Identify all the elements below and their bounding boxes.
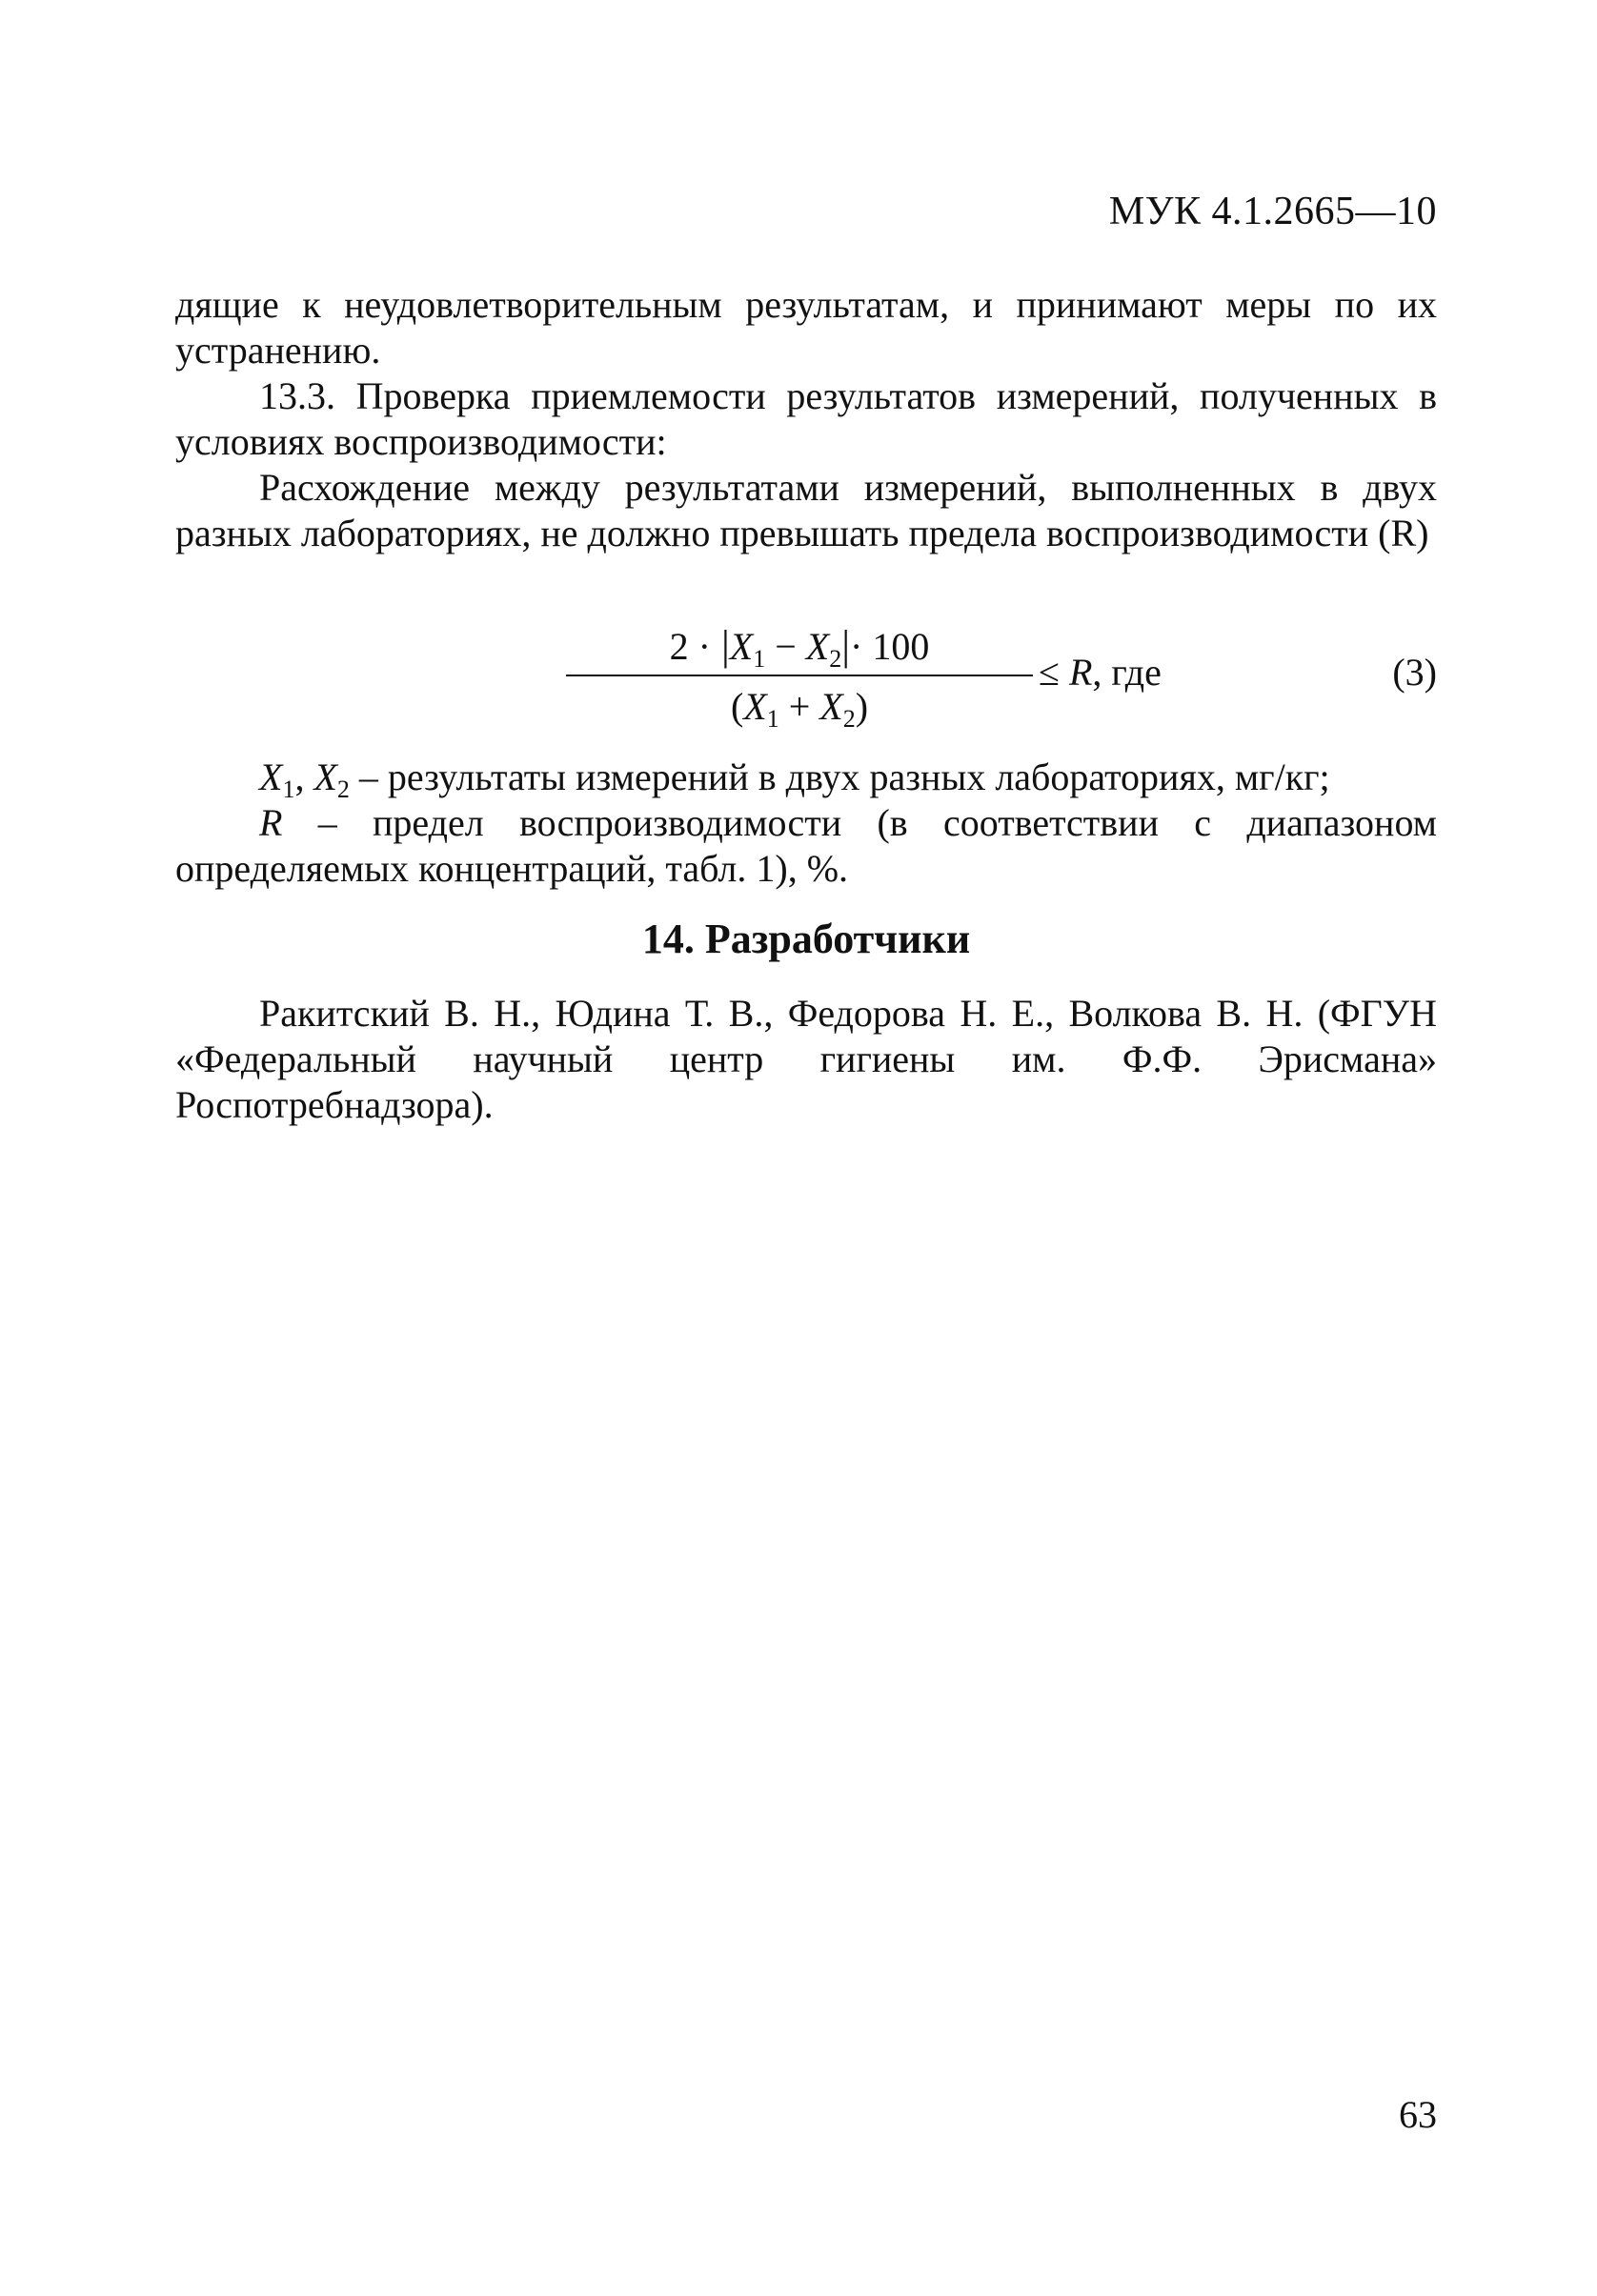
developers-text: Ракитский В. Н., Юдина Т. В., Федорова Н. Е., Волкова В. Н. (ФГУН «Федеральный научный центр гигиены им. Ф.Ф. Эрисмана» Роспотребнадзора). <box>175 992 1437 1126</box>
formula-relation: ≤ R, где <box>1039 651 1162 694</box>
formula-denominator: $(X_1 + X_2)$ <box>730 685 869 733</box>
formula-fraction <box>566 619 1033 734</box>
equation-number: (3) <box>1392 651 1437 694</box>
formula-3 <box>175 619 1437 734</box>
fraction-bar <box>566 675 1033 676</box>
paragraph-continuation: дящие к неудовлетворительным результатам, и принимают меры по их устранению. <box>175 283 1437 372</box>
definition-x1-x2: $X_1$, $X_2$ – результаты измерений в двух разных лабораториях, мг/кг; <box>259 755 1330 803</box>
page-number: 63 <box>1399 2093 1437 2136</box>
paragraph-block-1 <box>175 282 1437 556</box>
section-heading: 14. Разработчики <box>641 916 971 962</box>
definitions-block <box>175 755 1437 892</box>
paragraph-13-3: 13.3. Проверка приемлемости результатов измерений, полученных в условиях воспроизводимости: <box>175 374 1437 463</box>
definition-r: R – предел воспроизводимости (в соответствии с диапазоном определяемых концентраций, табл. 1), %. <box>175 801 1437 890</box>
paragraph-discrepancy: Расхождение между результатами измерений, выполненных в двух разных лабораториях, не должно превышать предела воспроизводимости (R) <box>175 466 1437 554</box>
document-code: МУК 4.1.2665—10 <box>1108 190 1437 233</box>
formula-numerator: $2 \cdot |X_1 - X_2|\cdot 100$ <box>669 622 930 673</box>
developers-block <box>175 991 1437 1128</box>
